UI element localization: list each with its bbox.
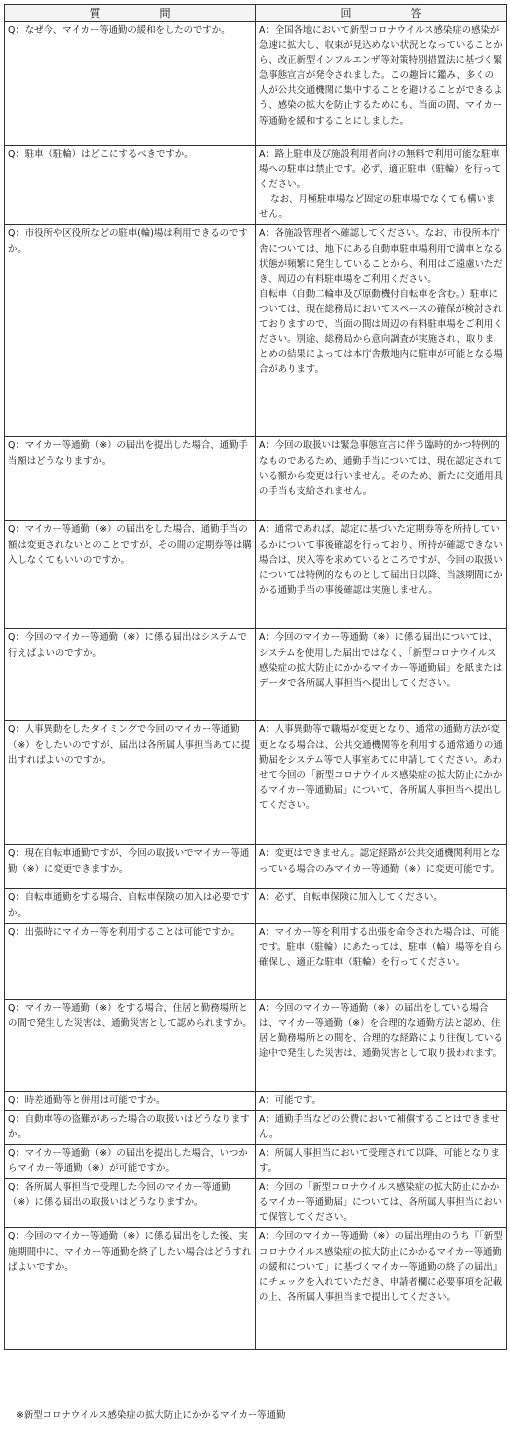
table-row [5, 1091, 507, 1110]
answer-cell [256, 999, 507, 1091]
question-cell [5, 146, 256, 225]
question-text: Q：市役所や区役所などの駐車(輪)場は利用できるのですか。 [8, 228, 248, 255]
table-row [5, 22, 507, 146]
question-cell [5, 1179, 256, 1228]
answer-text: A：全国各地において新型コロナウイルス感染症の感染が急速に拡大し、収束が見込めない状況となっていることから、改正新型インフルエンザ等対策特別措置法に基づく緊急事態宣言が発令されました。この趣旨に鑑み、多くの人が公共交通機関に集中することを避けることができるよう、感染の拡大を防止するためにも、当面の間、マイカー等通勤を緩和することにしました。 [259, 25, 503, 127]
table-row [5, 1110, 507, 1144]
answer-text: A：今回の「新型コロナウイルス感染症の拡大防止にかかるマイカー等通勤届」については、各所属人事担当において保管してください。 [259, 1182, 503, 1224]
question-text: Q：各所属人事担当で受理した今回のマイカー等通勤（※）に係る届出の取扱いはどうなりますか。 [8, 1182, 231, 1209]
question-cell [5, 1144, 256, 1178]
answer-text: A：通勤手当などの公費において補償することはできません。 [259, 1113, 500, 1140]
answer-text: A：今回のマイカー等通勤（※）の届出理由のうち『「新型コロナウイルス感染症の拡大防止にかかるマイカー等通勤の緩和について」に基づくマイカー等通勤の終了の届出』にチェックを入れていただき、申請者欄に必要事項を記載の上、各所属人事担当まで提出してください。 [259, 1231, 503, 1303]
answer-cell [256, 225, 507, 437]
answer-cell [256, 1144, 507, 1178]
table-row [5, 1179, 507, 1228]
question-cell [5, 225, 256, 437]
question-text: Q：マイカー等通勤（※）の届出をした場合、通勤手当の額は変更されないとのことですが、その間の定期券等は購入しなくてもいいのですか。 [8, 524, 252, 566]
answer-text: A：各施設管理者へ確認してください。なお、市役所本庁舎については、地下にある自動車駐車場利用で満車となる状態が頻繁に発生していることから、利用はご遠慮いただき、周辺の有料駐車場をご利用ください。 自転車（自動二輪車及び原動機付自転車を含む。）駐車については、現在総務局においてスペースの確保が検討されておりますので、当面の間は周辺の有料駐車場をご利用ください。別途、総務局から意向調査が実施され、取りまとめの結果によっては本庁舎敷地内に駐車が可能となる場合があります。 [259, 228, 503, 376]
table-row [5, 629, 507, 721]
question-cell [5, 1091, 256, 1110]
question-text: Q：人事異動をしたタイミングで今回のマイカー等通勤（※）をしたいのですが、届出は各所属人事担当あてに提出すればよいのですか。 [8, 724, 251, 766]
header-question: 質 問 [5, 5, 256, 22]
question-cell [5, 721, 256, 845]
faq-table [4, 4, 507, 1350]
table-row [5, 1144, 507, 1178]
answer-cell [256, 1091, 507, 1110]
footnote: ※新型コロナウイルス感染症の拡大防止にかかるマイカー等通勤 [16, 1410, 286, 1421]
answer-text: A：可能です。 [259, 1094, 321, 1106]
question-text: Q：マイカー等通勤（※）の届出を提出した場合、いつからマイカー等通勤（※）が可能ですか。 [8, 1147, 248, 1175]
answer-text: A：マイカー等を利用する出張を命令された場合は、可能です。駐車（駐輪）にあたっては、駐車（輪）場等を自ら確保し、適正な駐車（駐輪）を行ってください。 [259, 926, 503, 968]
table-row [5, 923, 507, 999]
question-cell [5, 521, 256, 629]
table-row [5, 521, 507, 629]
question-text: Q：現在自転車通勤ですが、今回の取扱いでマイカー等通勤（※）に変更できますか。 [8, 848, 250, 875]
question-cell [5, 22, 256, 146]
answer-text: A：今回の取扱いは緊急事態宣言に伴う臨時的かつ特例的なものであるため、通勤手当については、現在認定されている額から変更は行いません。そのため、新たに交通用具の手当も支給されません。 [259, 440, 503, 497]
question-cell [5, 889, 256, 923]
answer-cell [256, 1179, 507, 1228]
answer-cell [256, 629, 507, 721]
question-cell [5, 629, 256, 721]
answer-cell [256, 22, 507, 146]
question-text: Q：自動車等の盗難があった場合の取扱いはどうなりますか。 [8, 1113, 250, 1140]
header-answer: 回 答 [256, 5, 507, 22]
answer-cell [256, 437, 507, 521]
question-text: Q：時差通勤等と併用は可能ですか。 [8, 1094, 166, 1106]
question-cell [5, 1110, 256, 1144]
question-text: Q：今回のマイカー等通勤（※）に係る届出はシステムで行えばよいのですか。 [8, 632, 247, 659]
answer-cell [256, 146, 507, 225]
answer-text: A：今回のマイカー等通勤（※）の届出をしている場合は、マイカー等通勤（※）を合理的な通勤方法と認め、住居と勤務場所との間を、合理的な経路により往復している途中で発生した災害は、通勤災害として取り扱われます。 [259, 1002, 503, 1059]
question-cell [5, 999, 256, 1091]
answer-cell [256, 889, 507, 923]
answer-text: A：今回のマイカー等通勤（※）に係る届出については、システムを使用した届出ではなく、「新型コロナウイルス感染症の拡大防止にかかるマイカー等通勤届」を紙またはデータで各所属人事担当へ提出してください。 [259, 632, 503, 689]
question-text: Q：自転車通勤をする場合、自転車保険の加入は必要ですか。 [8, 892, 250, 919]
table-row [5, 437, 507, 521]
question-cell [5, 845, 256, 889]
answer-cell [256, 845, 507, 889]
question-cell [5, 923, 256, 999]
table-row [5, 721, 507, 845]
answer-text: A：通常であれば、認定に基づいた定期券等を所持しているかについて事後確認を行っており、所持が確認できない場合は、戻入等を求めているところですが、今回の取扱いについては特例的なものとして届出日以降、当該期間にかかる通勤手当の事後確認は実施しません。 [259, 524, 503, 596]
header-row [5, 5, 507, 22]
answer-cell [256, 923, 507, 999]
table-row [5, 845, 507, 889]
table-row [5, 999, 507, 1091]
table-row [5, 225, 507, 437]
question-cell [5, 437, 256, 521]
answer-cell [256, 721, 507, 845]
table-row [5, 889, 507, 923]
question-text: Q：マイカー等通勤（※）をする場合、住居と勤務場所との間で発生した災害は、通勤災害として認められますか。 [8, 1002, 252, 1029]
answer-text: A：変更はできません。認定経路が公共交通機関利用となっている場合のみマイカー等通勤（※）に変更可能です。 [259, 848, 501, 875]
question-text: Q：駐車（駐輪）はどこにするべきですか。 [8, 149, 194, 160]
question-text: Q：なぜ今、マイカー等通勤の緩和をしたのですか。 [8, 25, 231, 36]
answer-text: A：所属人事担当において受理されて以降、可能となります。 [259, 1147, 500, 1175]
answer-text: A：人事異動等で職場が変更となり、通常の通勤方法が変更となる場合は、公共交通機関等を利用する通常通りの通勤届をシステム等で人事室あてに申請してください。あわせて今回の「新型コロナウイルス感染症の拡大防止にかかるマイカー等通勤届」について、各所属人事担当へ提出してください。 [259, 724, 503, 811]
table-row [5, 146, 507, 225]
question-text: Q：出張時にマイカー等を利用することは可能ですか。 [8, 926, 240, 938]
answer-cell [256, 1228, 507, 1350]
question-cell [5, 1228, 256, 1350]
question-text: Q：マイカー等通勤（※）の届出を提出した場合、通勤手当額はどうなりますか。 [8, 440, 248, 467]
answer-cell [256, 1110, 507, 1144]
answer-note: なお、月極駐車場など固定の駐車場でなくても構いません。 [259, 194, 496, 221]
table-row [5, 1228, 507, 1350]
answer-text: A：必ず、自転車保険に加入してください。 [259, 892, 443, 904]
answer-cell [256, 521, 507, 629]
question-text: Q：今回のマイカー等通勤（※）に係る届出をした後、実施期間中に、マイカー等通勤を終了したい場合はどうすればよいですか。 [8, 1231, 252, 1273]
answer-text: A：路上駐車及び施設利用者向けの無料で利用可能な駐車場への駐車は禁止です。必ず、適正駐車（駐輪）を行ってください。 [259, 149, 502, 191]
